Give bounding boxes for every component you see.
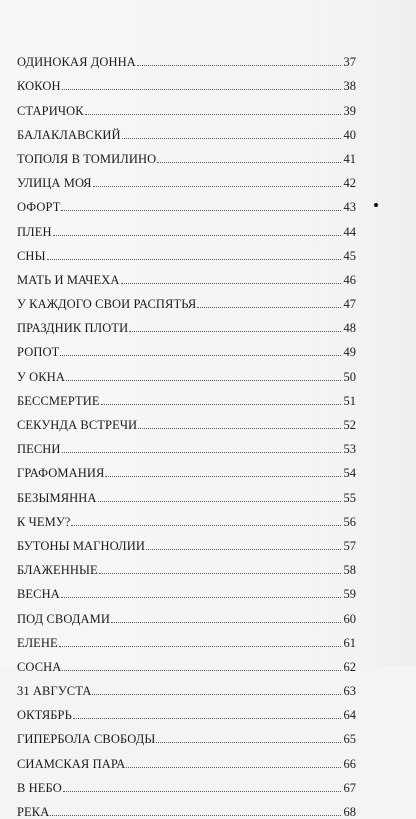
dot-leader [93, 185, 341, 187]
toc-entry [17, 795, 356, 819]
toc-title: МАТЬ И МАЧЕХА [17, 272, 120, 287]
dot-leader [85, 113, 341, 115]
dot-leader [105, 475, 341, 477]
toc-entry [17, 142, 356, 166]
toc-title: СИАМСКАЯ ПАРА [17, 756, 126, 771]
dot-leader [62, 88, 341, 90]
toc-entry [17, 432, 356, 456]
toc-entry [17, 722, 356, 746]
toc-title: К ЧЕМУ? [17, 514, 71, 529]
toc-page-number: 64 [343, 708, 356, 723]
toc-title: 31 АВГУСТА [17, 684, 92, 699]
dot-leader [62, 451, 341, 453]
toc-title: ВЕСНА [17, 587, 60, 602]
dot-leader [47, 258, 341, 260]
dot-leader [66, 379, 341, 381]
toc-entry [17, 601, 356, 625]
toc-page-number: 53 [343, 442, 356, 457]
toc-entry [17, 359, 356, 383]
toc-title: БЕЗЫМЯННА [17, 490, 97, 505]
toc-entry [17, 505, 356, 529]
toc-page-number: 68 [343, 805, 356, 819]
toc-title: БЕССМЕРТИЕ [17, 393, 100, 408]
toc-entry [17, 335, 356, 359]
toc-title: ОКТЯБРЬ [17, 708, 72, 723]
dot-leader [138, 427, 341, 429]
dot-leader [101, 403, 341, 405]
toc-title: ПЕСНИ [17, 442, 61, 457]
toc-title: РОПОТ [17, 345, 60, 360]
toc-entry [17, 239, 356, 263]
toc-entry [17, 480, 356, 504]
dot-leader [126, 766, 341, 768]
toc-page-number: 45 [343, 248, 356, 263]
toc-page-number: 51 [343, 393, 356, 408]
dot-leader [59, 645, 341, 647]
toc-title: СОСНА [17, 659, 62, 674]
dot-leader [62, 669, 341, 671]
table-of-contents [17, 45, 356, 819]
dot-leader [98, 500, 341, 502]
toc-title: ЕЛЕНЕ [17, 635, 58, 650]
toc-entry [17, 674, 356, 698]
toc-page-number: 54 [343, 466, 356, 481]
ink-dot-mark [374, 203, 378, 207]
dot-leader [61, 209, 341, 211]
toc-page-number: 58 [343, 563, 356, 578]
toc-entry [17, 577, 356, 601]
toc-entry [17, 190, 356, 214]
toc-page-number: 44 [343, 224, 356, 239]
toc-title: ПЛЕН [17, 224, 52, 239]
toc-title: СНЫ [17, 248, 46, 263]
toc-page-number: 41 [343, 151, 356, 166]
toc-page-number: 49 [343, 345, 356, 360]
toc-title: ГРАФОМАНИЯ [17, 466, 105, 481]
toc-page-number: 66 [343, 756, 356, 771]
dot-leader [71, 524, 341, 526]
toc-page-number: 59 [343, 587, 356, 602]
dot-leader [146, 548, 341, 550]
toc-title: ПОД СВОДАМИ [17, 611, 110, 626]
bleed-through-text [366, 40, 416, 600]
toc-page-number: 50 [343, 369, 356, 384]
toc-title: В НЕБО [17, 780, 62, 795]
dot-leader [50, 814, 341, 816]
toc-title: ГИПЕРБОЛА СВОБОДЫ [17, 732, 156, 747]
toc-page-number: 67 [343, 780, 356, 795]
toc-entry [17, 553, 356, 577]
toc-entry [17, 650, 356, 674]
toc-entry [17, 311, 356, 335]
toc-entry [17, 93, 356, 117]
toc-title: ТОПОЛЯ В ТОМИЛИНО [17, 151, 157, 166]
toc-entry [17, 263, 356, 287]
toc-entry [17, 166, 356, 190]
toc-title: ОДИНОКАЯ ДОННА [17, 55, 136, 70]
toc-page-number: 43 [343, 200, 356, 215]
toc-page-number: 61 [343, 635, 356, 650]
toc-page-number: 42 [343, 176, 356, 191]
toc-entry [17, 746, 356, 770]
toc-title: У ОКНА [17, 369, 65, 384]
toc-page-number: 52 [343, 418, 356, 432]
toc-entry [17, 626, 356, 650]
dot-leader [156, 741, 341, 743]
toc-entry [17, 69, 356, 93]
toc-page-number: 40 [343, 127, 356, 142]
toc-page-number: 65 [343, 732, 356, 747]
dot-leader [137, 64, 341, 66]
toc-title: СЕКУНДА ВСТРЕЧИ [17, 418, 138, 432]
toc-title: СТАРИЧОК [17, 103, 84, 118]
dot-leader [99, 572, 341, 574]
toc-page-number: 57 [343, 538, 356, 553]
toc-entry [17, 408, 356, 432]
toc-title: РЕКА [17, 805, 50, 819]
toc-entry [17, 771, 356, 795]
toc-entry [17, 214, 356, 238]
dot-leader [73, 717, 341, 719]
toc-title: БУТОНЫ МАГНОЛИИ [17, 538, 145, 553]
dot-leader [63, 790, 341, 792]
toc-title: У КАЖДОГО СВОИ РАСПЯТЬЯ [17, 297, 197, 312]
toc-title: ОФОРТ [17, 200, 61, 215]
toc-page-number: 56 [343, 514, 356, 529]
toc-page-number: 38 [343, 79, 356, 94]
toc-entry [17, 118, 356, 142]
toc-title: БЛАЖЕННЫЕ [17, 563, 98, 578]
dot-leader [129, 330, 341, 332]
dot-leader [111, 621, 341, 623]
toc-entry [17, 456, 356, 480]
toc-page-number: 48 [343, 321, 356, 336]
toc-page-number: 37 [343, 55, 356, 70]
toc-entry [17, 45, 356, 69]
dot-leader [53, 234, 341, 236]
toc-title: УЛИЦА МОЯ [17, 176, 92, 191]
toc-entry [17, 287, 356, 311]
dot-leader [61, 596, 341, 598]
dot-leader [197, 306, 341, 308]
toc-page-number: 47 [343, 297, 356, 312]
dot-leader [60, 354, 341, 356]
toc-page-number: 55 [343, 490, 356, 505]
toc-page-number: 39 [343, 103, 356, 118]
dot-leader [157, 161, 341, 163]
dot-leader [92, 693, 341, 695]
toc-page-number: 62 [343, 659, 356, 674]
toc-page-number: 46 [343, 272, 356, 287]
dot-leader [121, 282, 342, 284]
toc-page-number: 60 [343, 611, 356, 626]
toc-page-number: 63 [343, 684, 356, 699]
toc-entry [17, 384, 356, 408]
toc-title: ПРАЗДНИК ПЛОТИ [17, 321, 129, 336]
toc-entry [17, 698, 356, 722]
toc-title: КОКОН [17, 79, 61, 94]
dot-leader [122, 137, 341, 139]
toc-entry [17, 529, 356, 553]
toc-title: БАЛАКЛАВСКИЙ [17, 127, 121, 142]
